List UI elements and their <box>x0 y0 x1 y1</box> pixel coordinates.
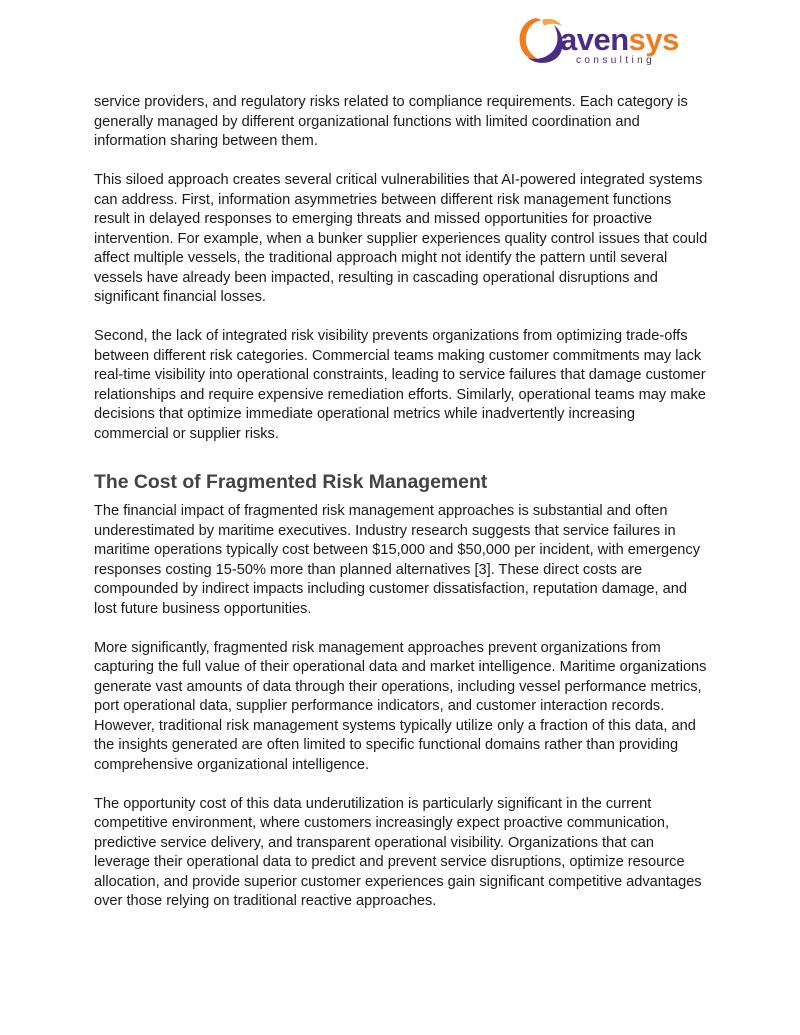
paragraph: More significantly, fragmented risk management approaches prevent organizations from capturing the full value of their operational data and market intelligence. Maritime organizations generate vast amounts of data through their operations, including vessel performance metrics, port operational data, supplier performance indicators, and customer interaction records. However, traditional risk management systems typically utilize only a fraction of this data, and the insights generated are often limited to specific functional domains rather than providing comprehensive organizational intelligence. <box>94 639 707 773</box>
logo-tagline: consulting <box>576 55 656 66</box>
document-body <box>94 93 710 931</box>
section-heading: The Cost of Fragmented Risk Management <box>94 471 488 493</box>
paragraph: This siloed approach creates several critical vulnerabilities that AI-powered integrated systems can address. First, information asymmetries between different risk management functions result in delayed responses to emerging threats and missed opportunities for proactive intervention. For example, when a bunker supplier experiences quality control issues that could affect multiple vessels, the traditional approach might not identify the pattern until several vessels have already been impacted, resulting in cascading operational disruptions and significant financial losses. <box>94 172 708 305</box>
avensys-logo <box>514 14 704 68</box>
logo-swirl-orange-top <box>542 19 562 26</box>
paragraph: The financial impact of fragmented risk management approaches is substantial and often underestimated by maritime executives. Industry research suggests that service failures in maritime operations typically cost between $15,000 and $50,000 per incident, with emergency responses costing 15-50% more than planned alternatives [3]. These direct costs are compounded by indirect impacts including customer dissatisfaction, reputation damage, and lost future business opportunities. <box>94 503 700 617</box>
logo-mark <box>514 14 704 68</box>
svg-text:avensys <box>560 22 679 57</box>
paragraph: The opportunity cost of this data underutilization is particularly significant in the current competitive environment, where customers increasingly expect proactive communication, predictive service delivery, and transparent operational visibility. Organizations that can leverage their operational data to predict and prevent service disruptions, optimize resource allocation, and provide superior customer experiences gain significant competitive advantages over those relying on traditional reactive approaches. <box>94 795 702 909</box>
logo-swirl-orange <box>520 18 546 62</box>
logo-wordmark-sys: sys <box>628 22 679 57</box>
logo-wordmark-aven: aven <box>560 22 629 57</box>
paragraph: Second, the lack of integrated risk visibility prevents organizations from optimizing trade-offs between different risk categories. Commercial teams making customer commitments may lack real-time visibility into operational constraints, leading to service failures that damage customer relationships and require expensive remediation efforts. Similarly, operational teams may make decisions that optimize immediate operational metrics while inadvertently increasing commercial or supplier risks. <box>94 328 706 442</box>
paragraph: service providers, and regulatory risks related to compliance requirements. Each category is generally managed by different organizational functions with limited coordination and information sharing between them. <box>94 94 688 149</box>
